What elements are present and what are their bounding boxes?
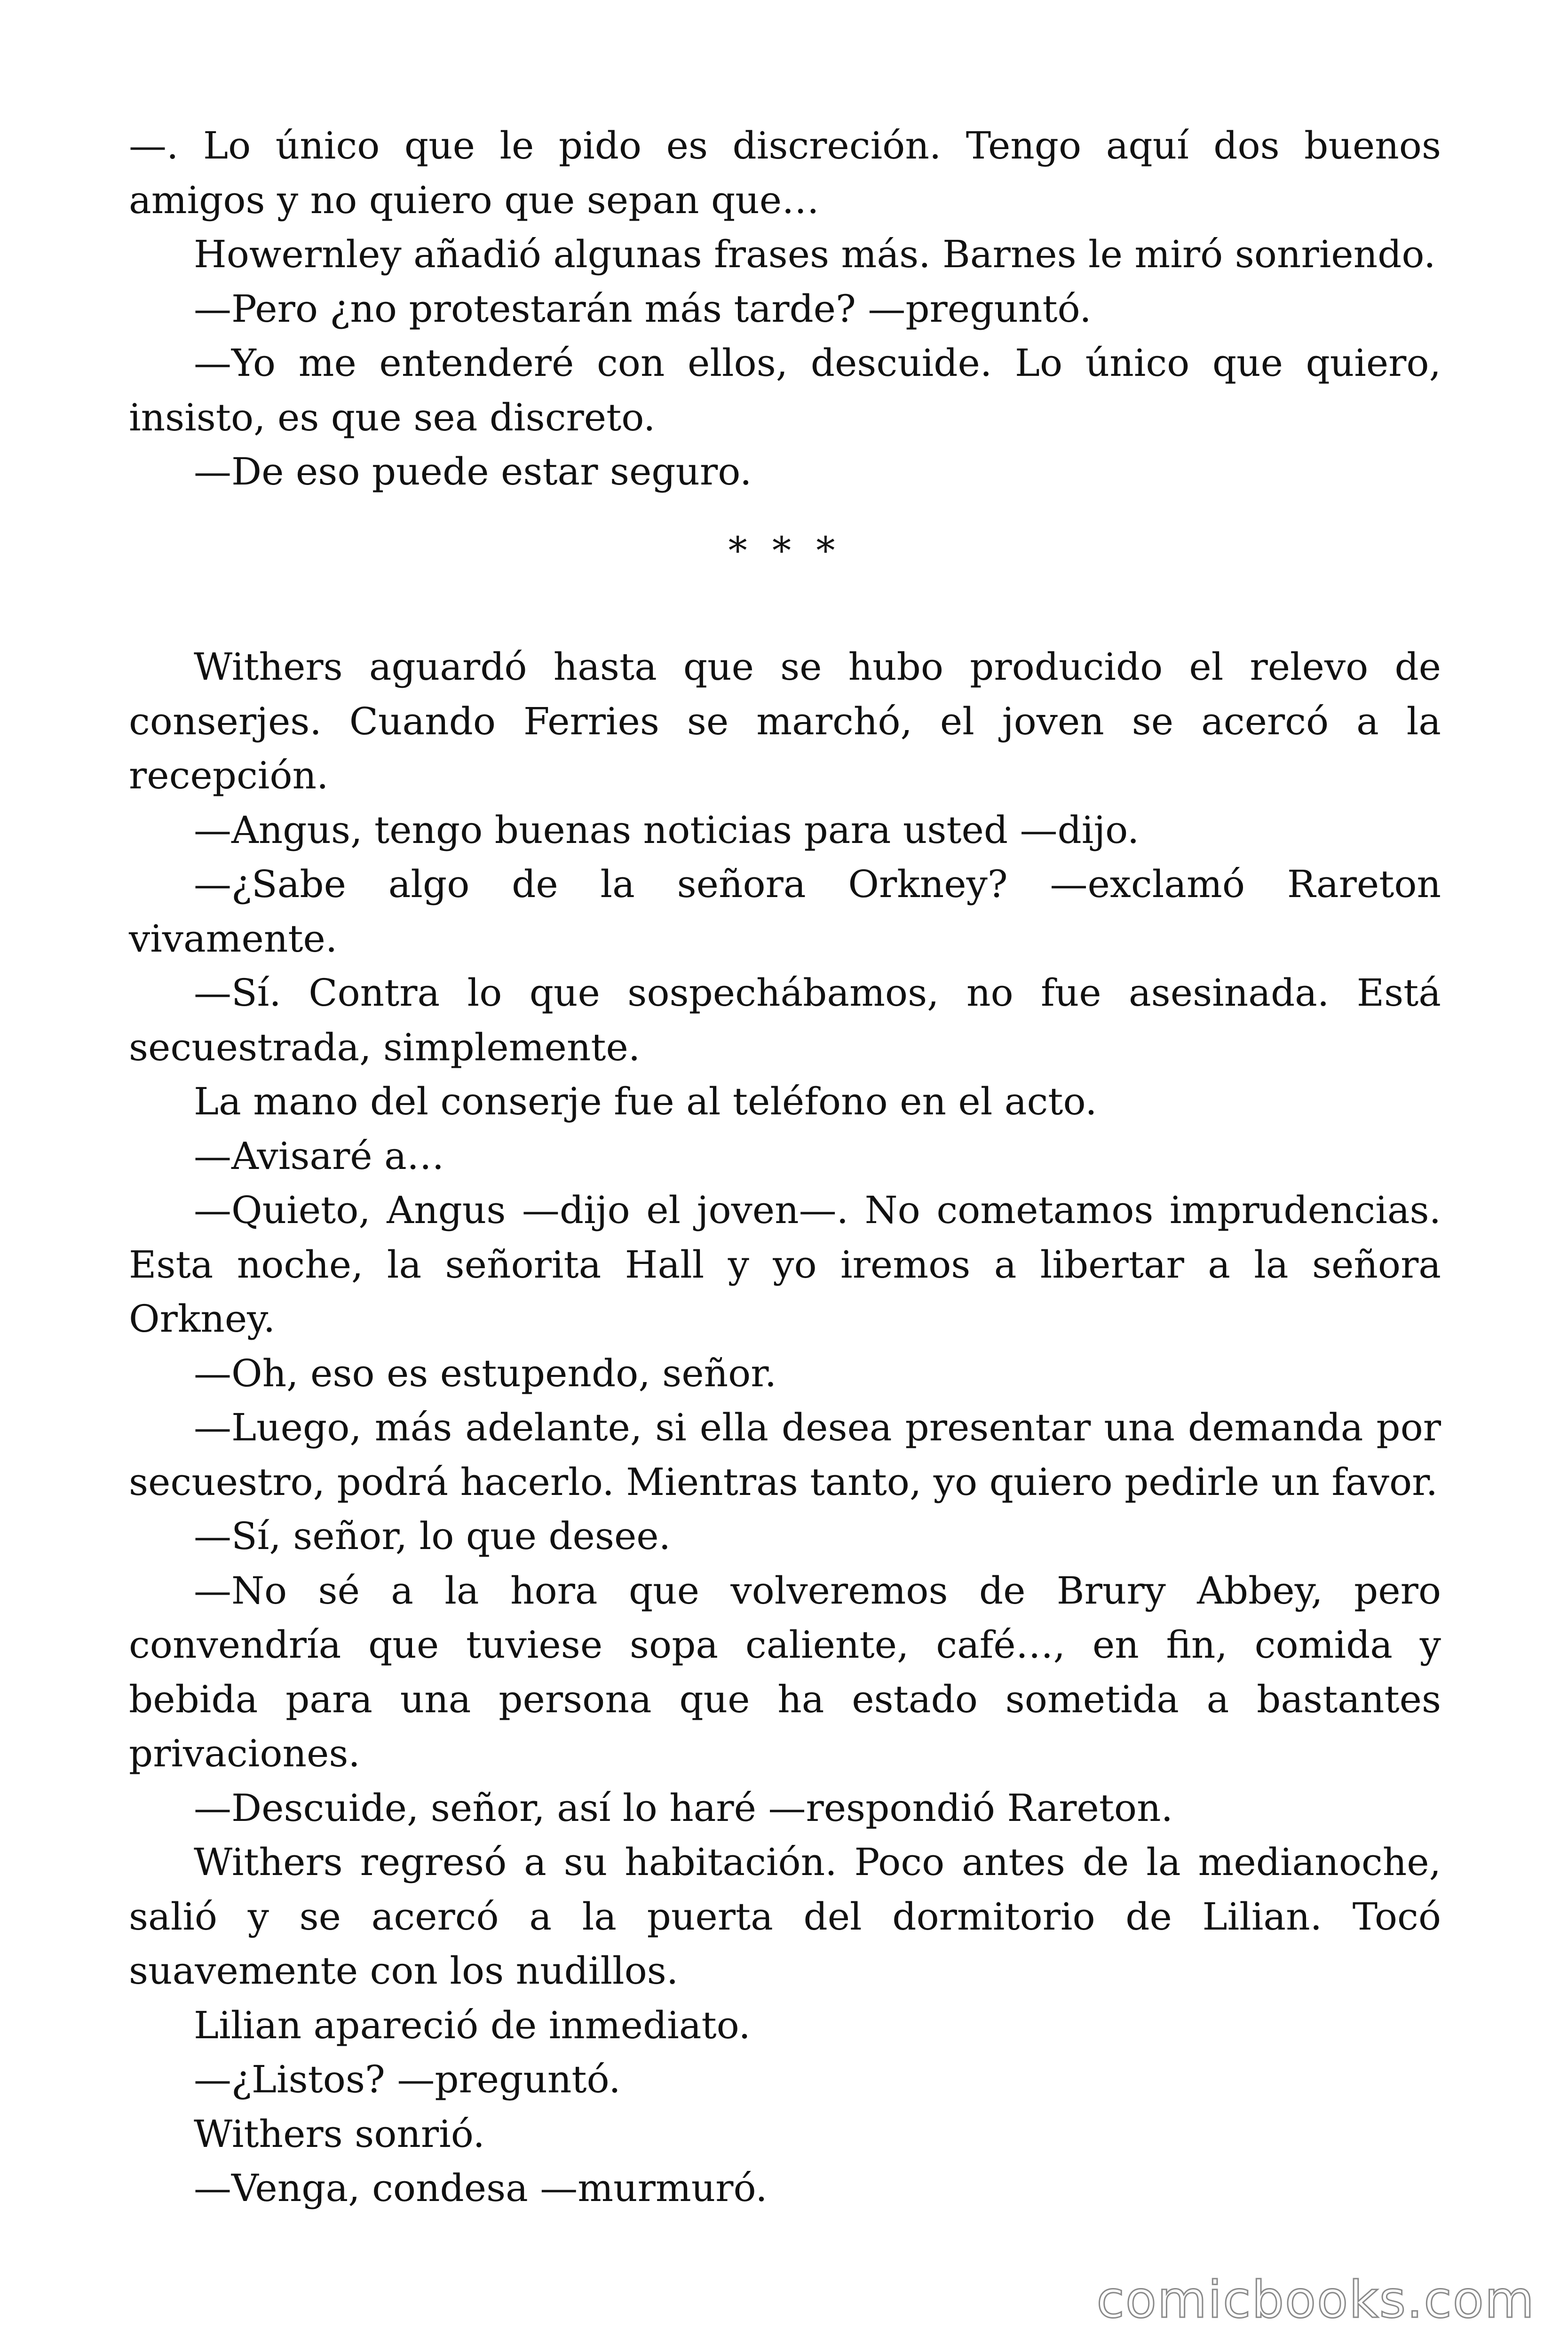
- paragraph: —. Lo único que le pido es discreción. Tengo aquí dos buenos amigos y no quiero que sepan que…: [129, 124, 1441, 222]
- text-block-bottom: [129, 640, 1441, 2216]
- paragraph: Lilian apareció de inmediato.: [194, 2003, 751, 2047]
- paragraph: —¿Sabe algo de la señora Orkney? —exclamó Rareton vivamente.: [129, 862, 1441, 961]
- paragraph: —De eso puede estar seguro.: [194, 450, 752, 493]
- paragraph: La mano del conserje fue al teléfono en el acto.: [194, 1080, 1097, 1123]
- paragraph: —Angus, tengo buenas noticias para usted —dijo.: [194, 808, 1140, 852]
- paragraph: Howernley añadió algunas frases más. Barnes le miró sonriendo.: [194, 232, 1436, 276]
- paragraph: —Luego, más adelante, si ella desea presentar una demanda por secuestro, podrá hacerlo. Mientras tanto, yo quiero pedirle un favor.: [129, 1406, 1441, 1504]
- paragraph: —Sí, señor, lo que desee.: [194, 1514, 671, 1558]
- paragraph: —No sé a la hora que volveremos de Brury Abbey, pero convendría que tuviese sopa caliente, café…, en fin, comida y bebida para una persona que ha estado sometida a bastantes privaciones.: [129, 1568, 1441, 1775]
- section-break: * * *: [728, 528, 842, 572]
- paragraph: —Venga, condesa —murmuró.: [194, 2166, 768, 2210]
- paragraph: —Descuide, señor, así lo haré —respondió Rareton.: [194, 1786, 1173, 1830]
- paragraph: Withers aguardó hasta que se hubo producido el relevo de conserjes. Cuando Ferries se marchó, el joven se acercó a la recepción.: [129, 645, 1441, 797]
- paragraph: —¿Listos? —preguntó.: [194, 2058, 621, 2101]
- text-block-top: [129, 119, 1441, 499]
- paragraph: —Quieto, Angus —dijo el joven—. No cometamos imprudencias. Esta noche, la señorita Hall y yo iremos a libertar a la señora Orkney.: [129, 1188, 1441, 1341]
- paragraph: —Oh, eso es estupendo, señor.: [194, 1351, 777, 1395]
- paragraph: Withers sonrió.: [194, 2112, 485, 2156]
- paragraph: —Avisaré a…: [194, 1134, 444, 1178]
- paragraph: Withers regresó a su habitación. Poco antes de la medianoche, salió y se acercó a la puerta del dormitorio de Lilian. Tocó suavemente con los nudillos.: [129, 1840, 1441, 1993]
- watermark-logo: comicbooks.com: [1096, 2271, 1535, 2329]
- paragraph: —Pero ¿no protestarán más tarde? —preguntó.: [194, 286, 1092, 331]
- paragraph: —Yo me entenderé con ellos, descuide. Lo único que quiero, insisto, es que sea discreto.: [129, 341, 1441, 439]
- paragraph: —Sí. Contra lo que sospechábamos, no fue asesinada. Está secuestrada, simplemente.: [129, 971, 1441, 1069]
- book-page: [129, 119, 1441, 2216]
